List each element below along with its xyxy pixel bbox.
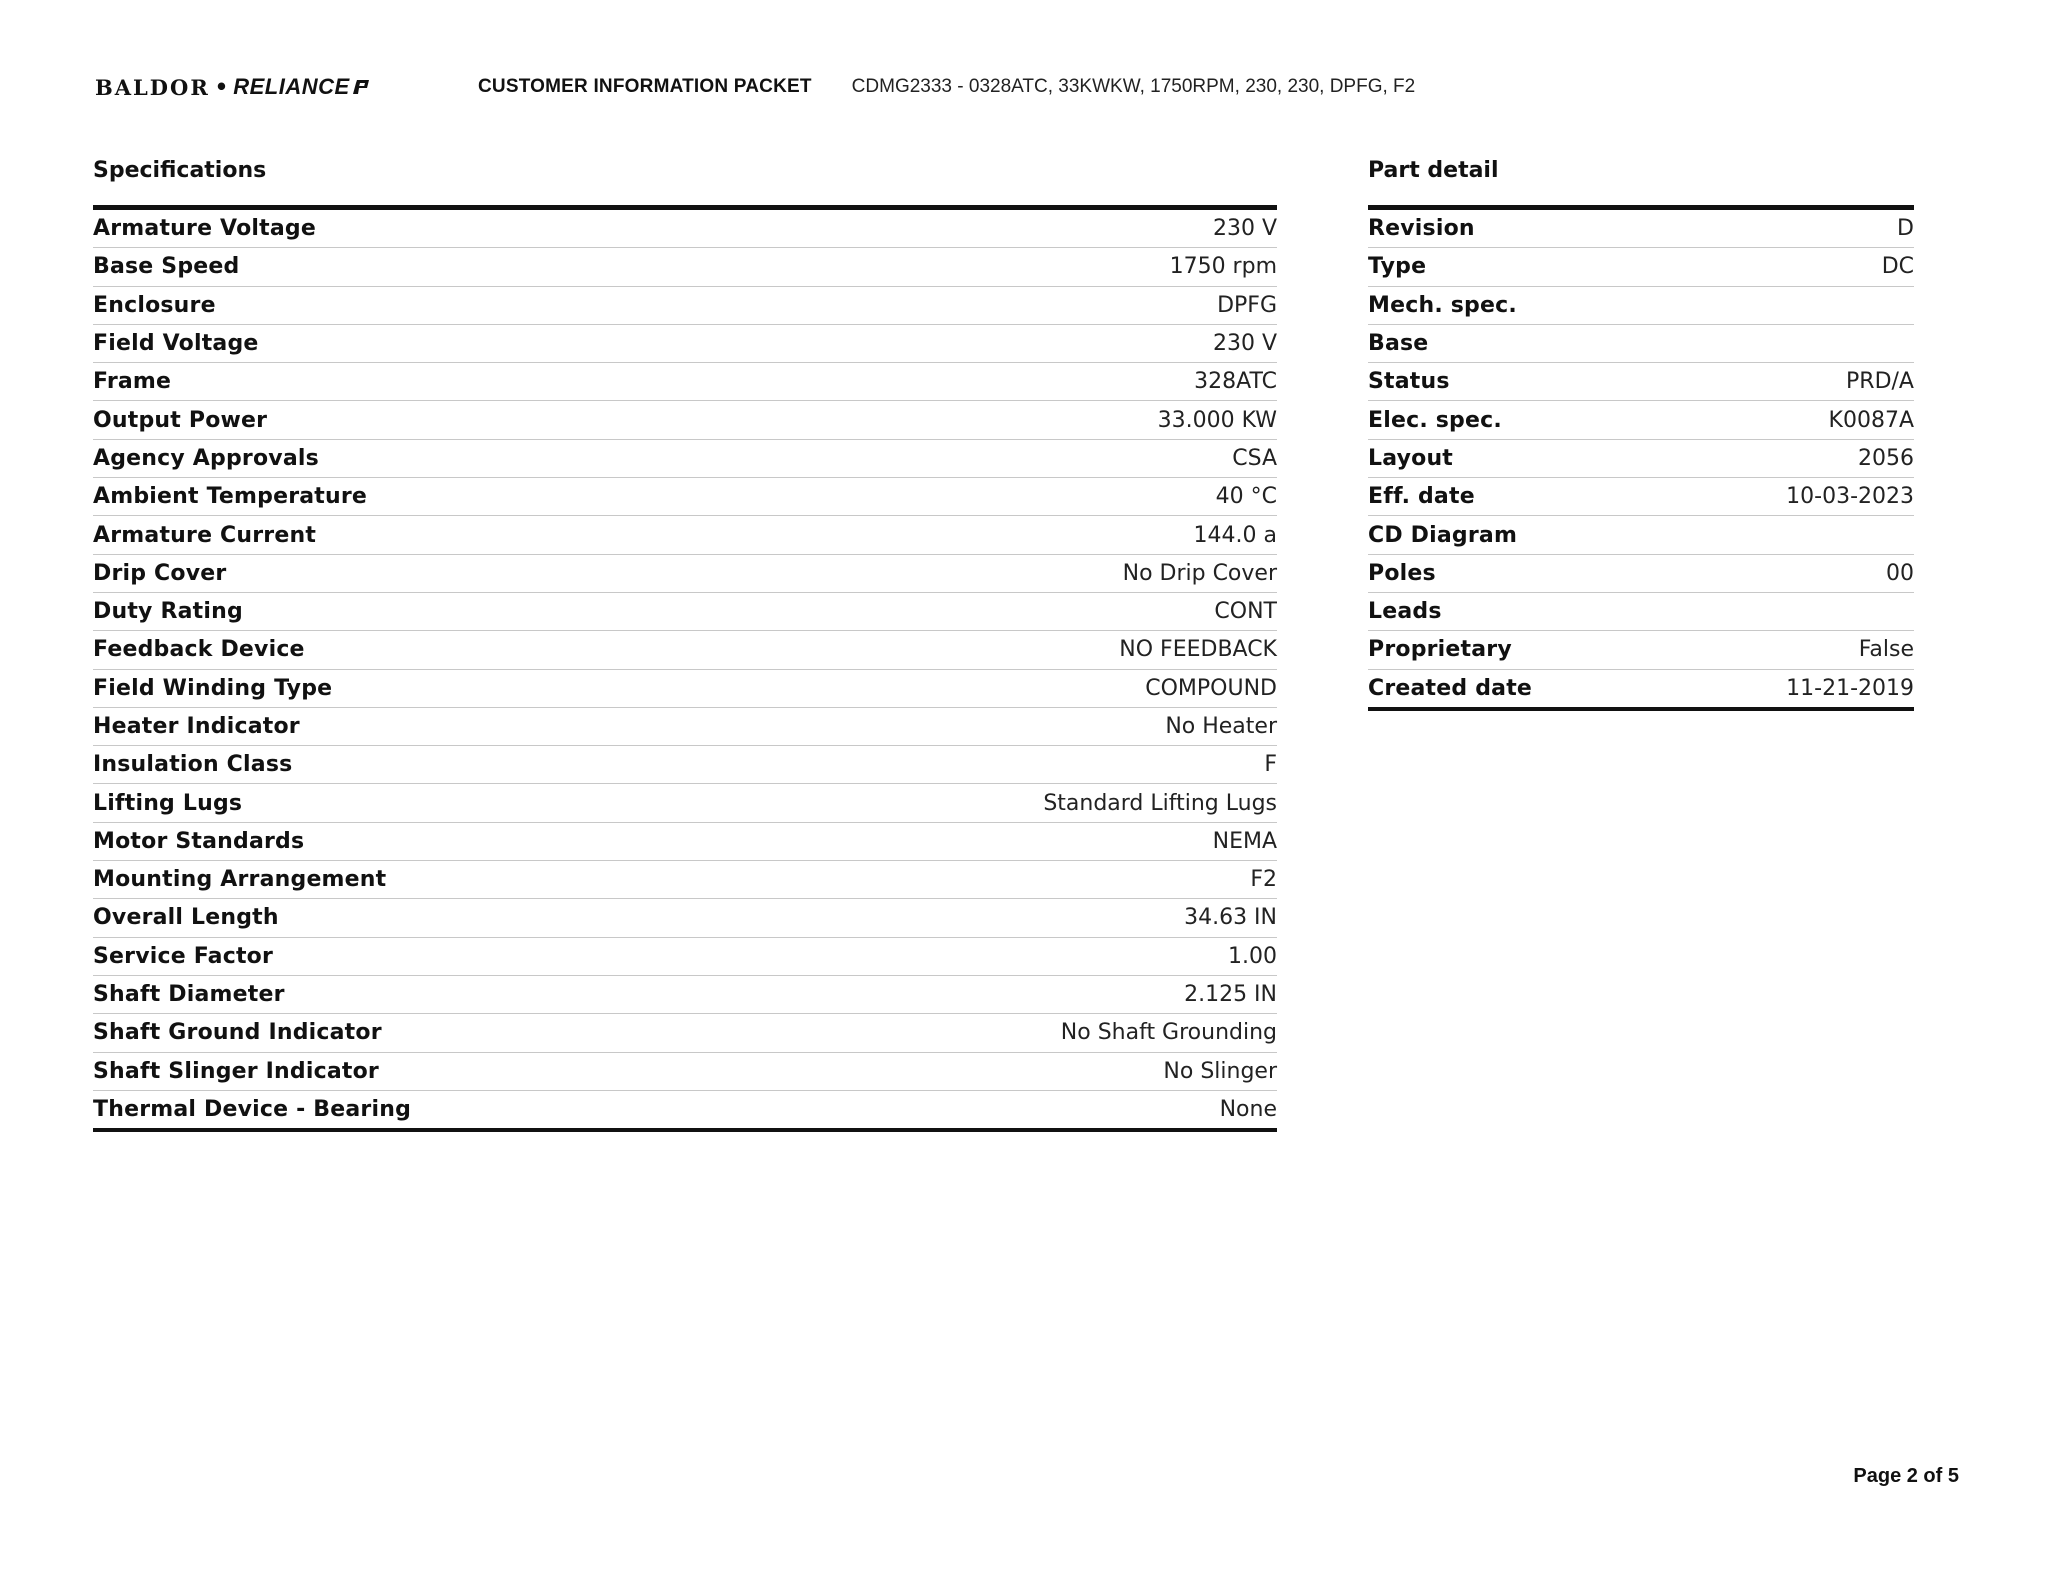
part-detail-value: 10-03-2023 xyxy=(1786,484,1914,510)
spec-label: Armature Voltage xyxy=(93,216,316,242)
spec-label: Shaft Diameter xyxy=(93,982,285,1008)
spec-label: Frame xyxy=(93,369,172,395)
specifications-table xyxy=(93,205,1277,1132)
spec-label: Enclosure xyxy=(93,292,216,318)
spec-value: COMPOUND xyxy=(1145,675,1277,701)
part-detail-label: Status xyxy=(1368,369,1450,395)
part-detail-title: Part detail xyxy=(1368,158,1499,183)
spec-row xyxy=(93,593,1277,631)
specifications-title: Specifications xyxy=(93,158,267,183)
spec-label: Armature Current xyxy=(93,522,317,548)
spec-row xyxy=(93,1091,1277,1128)
spec-value: No Slinger xyxy=(1163,1058,1277,1084)
spec-value: 144.0 a xyxy=(1193,522,1277,548)
part-detail-row xyxy=(1368,631,1914,669)
spec-row xyxy=(93,670,1277,708)
part-detail-row xyxy=(1368,248,1914,286)
spec-value: NEMA xyxy=(1212,828,1277,854)
part-detail-row xyxy=(1368,363,1914,401)
spec-value: DPFG xyxy=(1217,292,1277,318)
spec-row xyxy=(93,746,1277,784)
part-detail-row xyxy=(1368,516,1914,554)
packet-description: CDMG2333 - 0328ATC, 33KWKW, 1750RPM, 230, 230, DPFG, F2 xyxy=(851,76,1416,97)
spec-label: Duty Rating xyxy=(93,599,243,625)
part-detail-table xyxy=(1368,205,1914,711)
spec-label: Base Speed xyxy=(93,254,240,280)
page-number: Page 2 of 5 xyxy=(1853,1465,1959,1487)
spec-value: 40 °C xyxy=(1215,484,1277,510)
part-detail-value: 2056 xyxy=(1858,445,1914,471)
spec-value: F xyxy=(1264,752,1277,778)
spec-row xyxy=(93,401,1277,439)
part-detail-value: 11-21-2019 xyxy=(1786,675,1914,701)
part-detail-label: Mech. spec. xyxy=(1368,292,1517,318)
part-detail-value: D xyxy=(1897,216,1914,242)
spec-label: Heater Indicator xyxy=(93,714,300,739)
logo-separator: • xyxy=(214,75,229,99)
spec-row xyxy=(93,784,1277,822)
spec-value: None xyxy=(1219,1096,1277,1122)
part-detail-value: DC xyxy=(1881,254,1914,280)
part-detail-row xyxy=(1368,670,1914,707)
part-detail-row xyxy=(1368,325,1914,363)
part-detail-value: False xyxy=(1858,637,1914,663)
spec-row xyxy=(93,440,1277,478)
part-detail-row xyxy=(1368,287,1914,325)
part-detail-label: Poles xyxy=(1368,560,1436,586)
spec-value: No Heater xyxy=(1165,714,1277,739)
part-detail-label: Type xyxy=(1368,254,1427,280)
part-detail-row xyxy=(1368,478,1914,516)
spec-row xyxy=(93,478,1277,516)
spec-value: CSA xyxy=(1232,445,1277,471)
reliance-mark-icon xyxy=(353,79,369,95)
spec-value: 2.125 IN xyxy=(1184,982,1277,1008)
spec-row xyxy=(93,861,1277,899)
spec-value: NO FEEDBACK xyxy=(1119,637,1277,663)
part-detail-label: Created date xyxy=(1368,675,1533,701)
page-header xyxy=(95,72,1415,102)
spec-value: 230 V xyxy=(1212,331,1277,357)
part-detail-value: PRD/A xyxy=(1846,369,1914,395)
part-detail-label: Layout xyxy=(1368,445,1454,471)
packet-title: CUSTOMER INFORMATION PACKET xyxy=(478,76,812,97)
spec-row xyxy=(93,555,1277,593)
spec-label: Overall Length xyxy=(93,905,279,931)
part-detail-row xyxy=(1368,593,1914,631)
spec-value: 1.00 xyxy=(1228,943,1277,969)
spec-row xyxy=(93,976,1277,1014)
part-detail-row xyxy=(1368,555,1914,593)
part-detail-value: K0087A xyxy=(1828,407,1914,433)
spec-value: No Drip Cover xyxy=(1122,560,1277,586)
spec-value: 230 V xyxy=(1212,216,1277,242)
spec-row xyxy=(93,631,1277,669)
spec-row xyxy=(93,363,1277,401)
spec-row xyxy=(93,516,1277,554)
spec-label: Insulation Class xyxy=(93,752,293,778)
spec-row xyxy=(93,899,1277,937)
part-detail-label: Elec. spec. xyxy=(1368,407,1502,433)
spec-label: Drip Cover xyxy=(93,560,227,586)
spec-value: 1750 rpm xyxy=(1169,254,1277,280)
spec-row xyxy=(93,823,1277,861)
spec-row xyxy=(93,325,1277,363)
part-detail-label: CD Diagram xyxy=(1368,522,1518,548)
spec-row xyxy=(93,708,1277,746)
logo-reliance-text: RELIANCE xyxy=(233,74,350,99)
part-detail-row xyxy=(1368,401,1914,439)
spec-value: CONT xyxy=(1214,599,1277,625)
part-detail-row xyxy=(1368,440,1914,478)
part-detail-label: Revision xyxy=(1368,216,1475,242)
spec-label: Agency Approvals xyxy=(93,445,319,471)
spec-value: Standard Lifting Lugs xyxy=(1043,790,1277,816)
part-detail-label: Base xyxy=(1368,331,1429,357)
spec-row xyxy=(93,1014,1277,1052)
spec-label: Service Factor xyxy=(93,943,274,969)
spec-label: Shaft Slinger Indicator xyxy=(93,1058,379,1084)
spec-label: Field Winding Type xyxy=(93,675,333,701)
spec-label: Lifting Lugs xyxy=(93,790,243,816)
spec-row xyxy=(93,210,1277,248)
spec-value: 33.000 KW xyxy=(1157,407,1277,433)
spec-label: Feedback Device xyxy=(93,637,305,663)
spec-value: F2 xyxy=(1250,867,1277,893)
spec-label: Ambient Temperature xyxy=(93,484,368,510)
spec-label: Output Power xyxy=(93,407,268,433)
part-detail-label: Leads xyxy=(1368,599,1442,625)
spec-row xyxy=(93,938,1277,976)
logo-baldor-text: BALDOR xyxy=(95,74,210,100)
spec-value: No Shaft Grounding xyxy=(1060,1020,1277,1046)
spec-label: Thermal Device - Bearing xyxy=(93,1096,412,1122)
spec-value: 34.63 IN xyxy=(1184,905,1277,931)
spec-row xyxy=(93,1053,1277,1091)
spec-row xyxy=(93,287,1277,325)
spec-label: Mounting Arrangement xyxy=(93,867,387,893)
spec-label: Field Voltage xyxy=(93,331,259,357)
spec-row xyxy=(93,248,1277,286)
part-detail-row xyxy=(1368,210,1914,248)
part-detail-value: 00 xyxy=(1886,560,1914,586)
spec-label: Shaft Ground Indicator xyxy=(93,1020,382,1046)
spec-value: 328ATC xyxy=(1194,369,1277,395)
baldor-reliance-logo xyxy=(95,74,439,100)
part-detail-label: Proprietary xyxy=(1368,637,1512,663)
part-detail-label: Eff. date xyxy=(1368,484,1475,510)
spec-label: Motor Standards xyxy=(93,828,305,854)
